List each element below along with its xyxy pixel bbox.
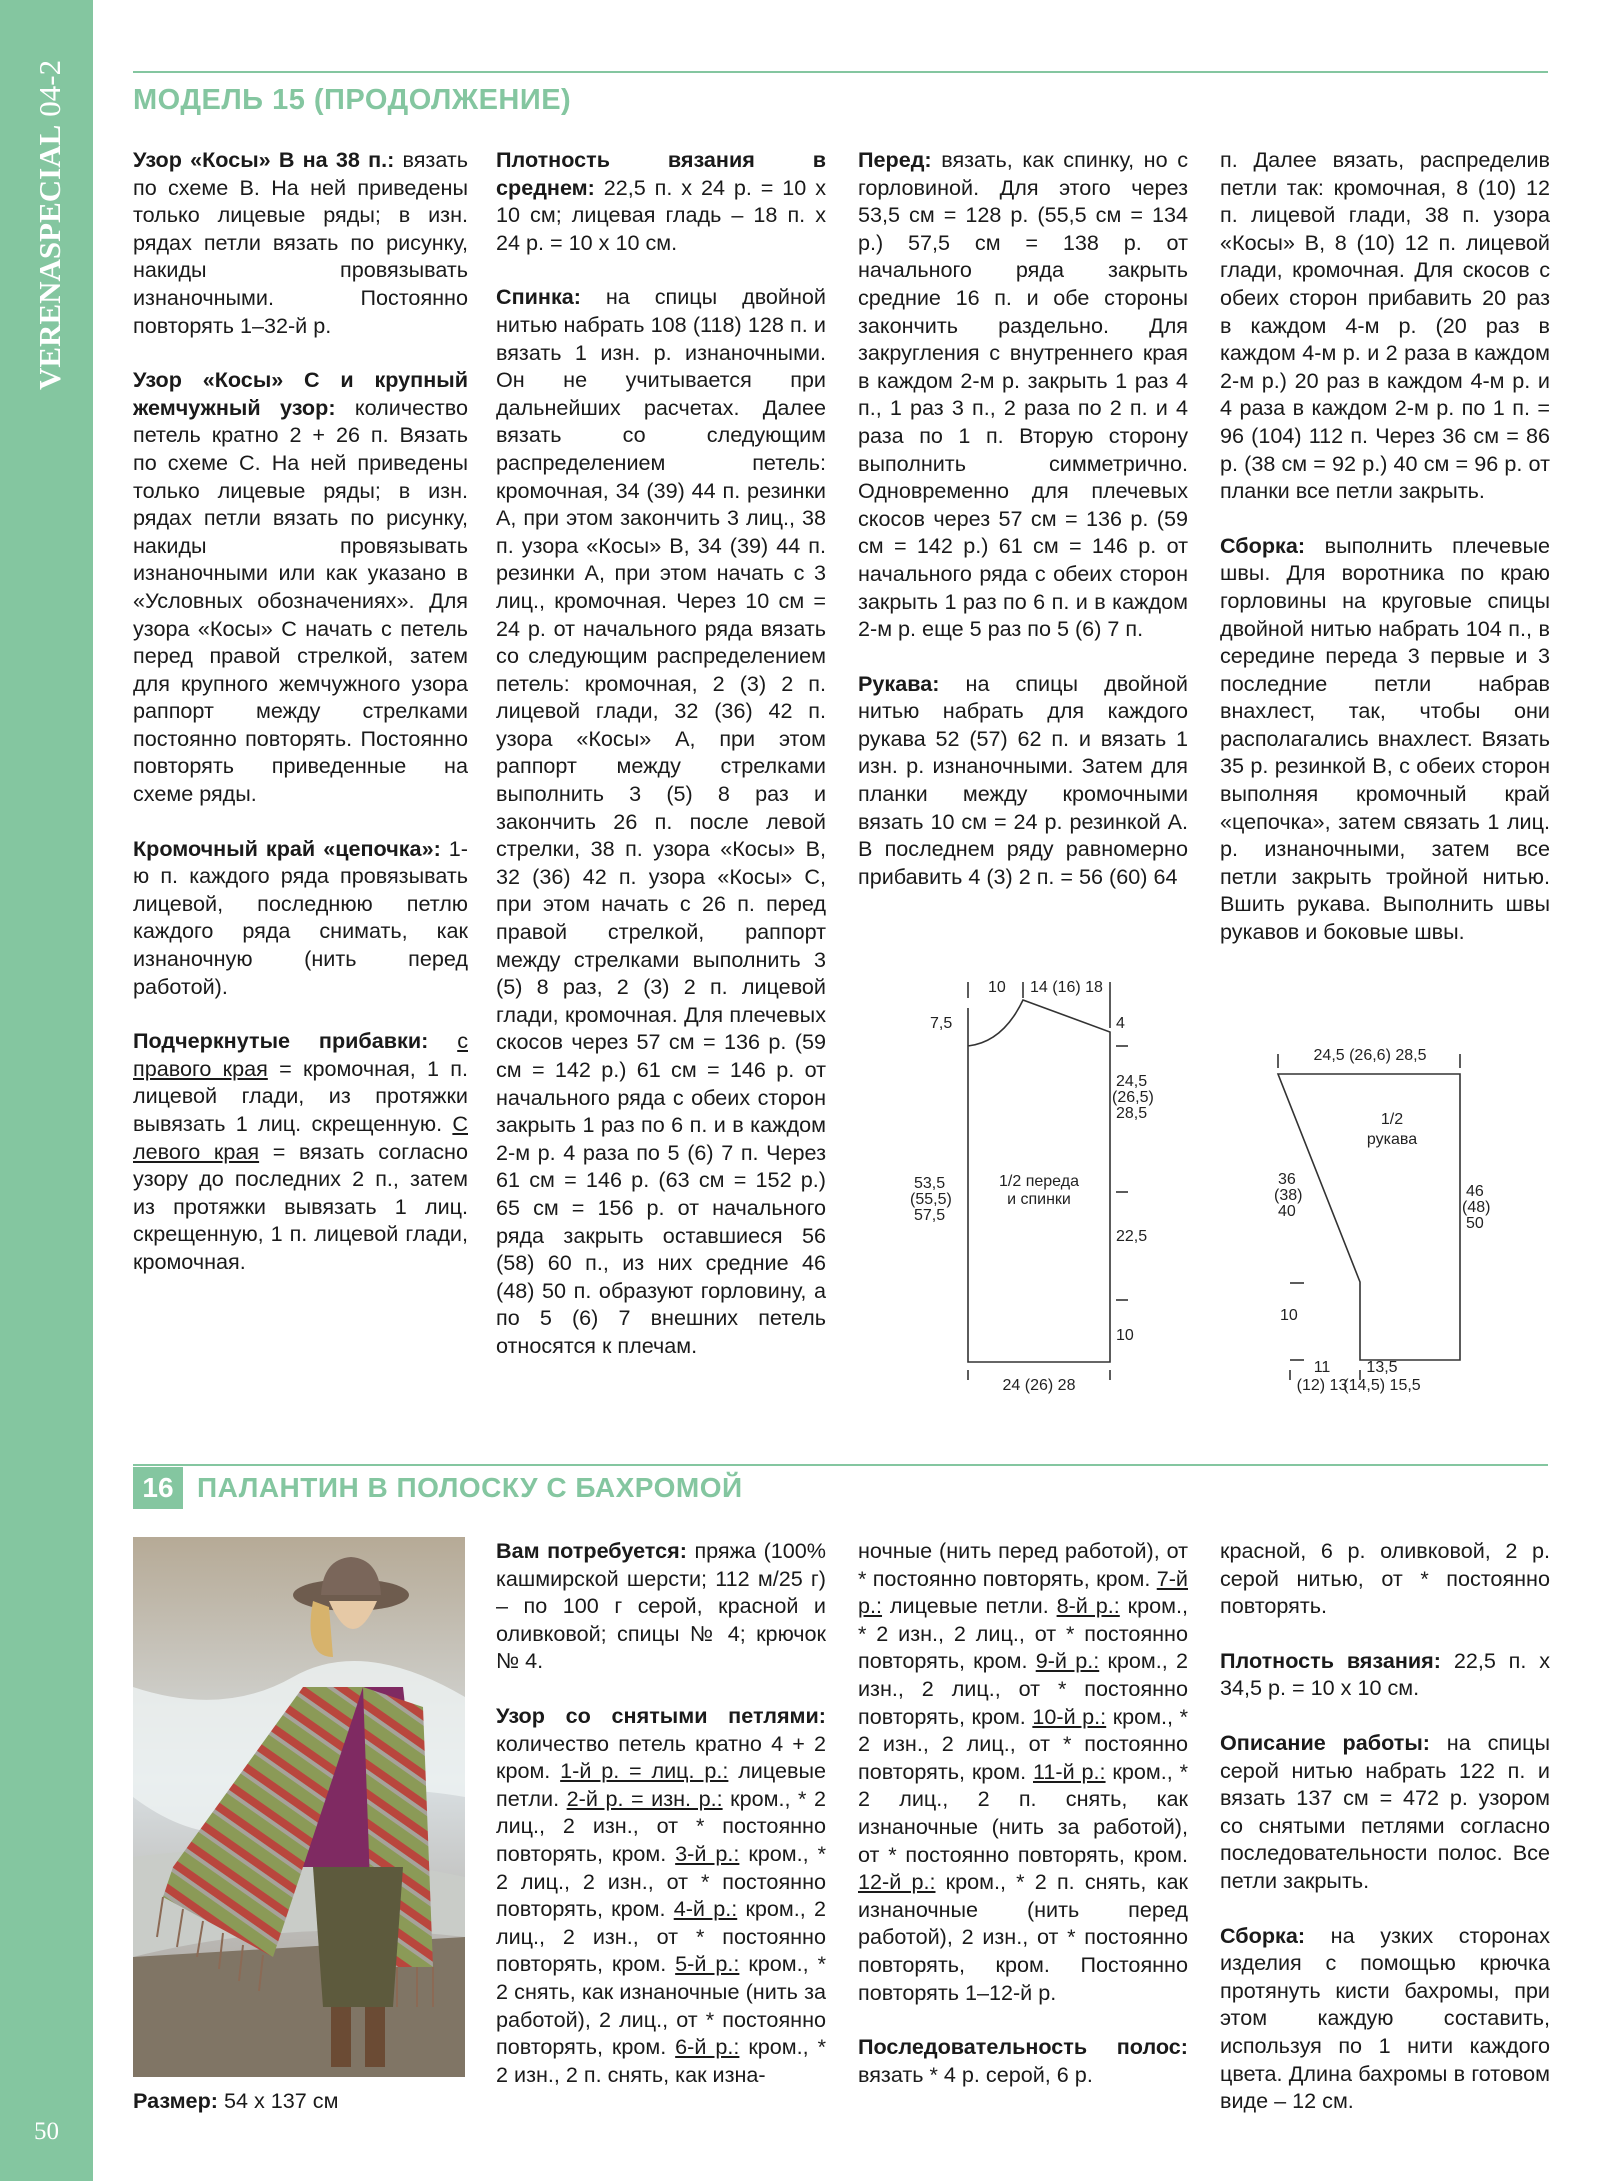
run-heading: Спинка:	[496, 284, 581, 310]
dim-cuff-bottom-1: 11	[1313, 1359, 1331, 1376]
run-heading: Сборка:	[1220, 1922, 1306, 1948]
paragraph	[133, 146, 468, 339]
dim-side-length: 22,5	[1116, 1228, 1148, 1245]
run-underlined: 7-й р.:	[858, 1565, 1188, 1619]
section2-col4	[1220, 1537, 1550, 2142]
section2-header	[133, 1467, 743, 1509]
run-text: вязать, как спинку, но с горловиной. Для этого через 53,5 см = 128 р. (55,5 см = 134 р.) 57,5 см = 138 р. от начального ряда закрыть средние 16 п. и обе стороны закончить раздельно. Для закругления с внутреннего края в каждом 2-м р. закрыть 1 раз 4 п., 1 раз 3 п., 2 раза по 2 п. и 4 раза по 1 п. Вторую сторону выполнить симметрично. Одновременно для плечевых скосов через 57 см = 136 р. (59 см = 142 р.) 61 см = 146 р. от начального ряда с обеих сторон закрыть 1 раз по 6 п. и в каждом 2-м р. еще 5 раз по 5 (6) 7 п.	[858, 147, 1188, 642]
run-heading: Подчеркнутые прибавки:	[133, 1028, 429, 1054]
dim-cuff-bottom-4: (14,5) 15,5	[1343, 1377, 1421, 1394]
run-text: кром., * 2 лиц., 2 изн., от * постоянно повторять, кром.	[496, 1840, 826, 1922]
dim-armhole-3: 28,5	[1116, 1105, 1148, 1122]
run-text: выполнить плечевые швы. Для воротника по краю горловины на круговые спицы двойной нитью набрать 104 п., в середине переда 3 первые и 3 последние петли набрав внахлест, так, чтобы они располагались внахлест. Вязать 35 р. резинкой В, с обеих сторон выполняя кромочный край «цепочка», затем связать 1 лиц. р. изнаночными, затем все петли закрыть тройной нитью. Вшить рукава. Выполнить швы рукавов и боковые швы.	[1220, 532, 1550, 945]
dim-neck-half-width: 10	[988, 979, 1006, 996]
run-heading: Перед:	[858, 147, 932, 172]
dim-sleeve-left-3: 40	[1278, 1203, 1296, 1220]
run-text: вязать по схеме В. На ней приведены только лицевые ряды; в изн. рядах петли вязать по рисунку, накиды провязывать изнаночными. Постоянно повторять 1–32-й р.	[133, 147, 468, 338]
dim-sleeve-right-2: (48)	[1462, 1199, 1491, 1216]
run-heading: Сборка:	[1220, 532, 1306, 558]
run-text: кром., * 2 изн., 2 лиц., от * постоянно повторять, кром.	[858, 1593, 1188, 1674]
section2-number: 16	[133, 1467, 183, 1509]
run-underlined: 6-й р.:	[675, 2034, 740, 2060]
magazine-name: VERENA	[32, 259, 67, 390]
run-text: кром., * 2 снять, как изнаночные (нить за работой), 2 лиц., от * постоянно повторять, кром.	[496, 1951, 826, 2060]
sleeve-pattern-diagram	[1250, 1028, 1550, 1398]
paragraph	[133, 835, 468, 1001]
run-text: на спицы двойной нитью набрать для каждого рукава 52 (57) 62 п. и вязать 1 изн. р. изнаночными. Затем для планки между кромочными вязать 10 см = 24 р. резинкой А. В последнем ряду равномерно прибавить 4 (3) 2 п. = 56 (60) 64	[858, 670, 1188, 889]
run-underlined: 12-й р.:	[858, 1869, 936, 1895]
dim-bottom-width: 24 (26) 28	[1002, 1377, 1076, 1394]
paragraph	[858, 146, 1188, 643]
dim-armhole-2: (26,5)	[1112, 1089, 1154, 1106]
section1-col2	[496, 146, 826, 1387]
paragraph	[1220, 1729, 1550, 1895]
run-text: = кромочная, 1 п. лицевой глади, из протяжки вывязать 1 лиц. скрещенную.	[133, 1055, 468, 1136]
run-underlined: 8-й р.:	[1056, 1593, 1120, 1619]
run-underlined: 9-й р.:	[1035, 1648, 1100, 1674]
magazine-issue: 04-2025	[32, 60, 67, 117]
section2-title: ПАЛАНТИН В ПОЛОСКУ С БАХРОМОЙ	[197, 1472, 743, 1503]
run-text: количество петель кратно 4 + 2 кром.	[496, 1730, 826, 1784]
run-heading: Описание работы:	[1220, 1729, 1430, 1755]
run-text: количество петель кратно 2 + 26 п. Вязать по схеме С. На ней приведены только лицевые ряды; в изн. рядах петли вязать по рисунку, накиды провязывать изнаночными или как указано в «Условных обозначениях». Для узора «Косы» С начать с петель перед правой стрелкой, затем для крупного жемчужного узора раппорт между стрелками постоянно повторять. Постоянно повторять приведенные на схеме ряды.	[133, 394, 469, 807]
run-underlined: 2-й р. = изн. р.:	[566, 1785, 723, 1811]
run-heading: Узор со снятыми петлями:	[496, 1702, 826, 1728]
dim-band-height: 10	[1116, 1327, 1134, 1344]
run-text: кром., * 2 п. снять, как изнаночные (нить перед работой), 2 изн., от * постоянно повторять, кром. Постоянно повторять 1–12-й р.	[858, 1869, 1188, 2005]
run-text: ночные (нить перед работой), от * постоянно повторять, кром.	[858, 1538, 1188, 1591]
run-text: кром., * 2 лиц., 2 п. снять, как изнаночные (нить за работой), от * постоянно повторять, кром.	[858, 1758, 1188, 1867]
section1-col3	[858, 146, 1188, 917]
run-text: 22,5 п. х 34,5 р. = 10 х 10 см.	[1220, 1647, 1550, 1701]
paragraph	[1220, 1647, 1550, 1702]
dim-cuff-height: 10	[1280, 1307, 1298, 1324]
sleeve-label-1: 1/2	[1380, 1111, 1404, 1128]
body-label-2: и спинки	[1007, 1191, 1071, 1208]
dim-cuff-bottom-3: (12) 13	[1296, 1377, 1348, 1394]
paragraph	[858, 1537, 1188, 2006]
run-underlined: 4-й р.:	[673, 1896, 738, 1922]
run-text: вязать * 4 р. серой, 6 р.	[858, 2061, 1093, 2087]
run-text: кром., 2 изн., 2 лиц., от * постоянно повторять, кром.	[858, 1648, 1188, 1729]
run-heading: Последовательность полос:	[858, 2034, 1188, 2060]
run-text: пряжа (100% кашмирской шерсти; 112 м/25 г) – по 100 г серой, красной и оливковой; спицы № 4; крючок № 4.	[496, 1538, 827, 1674]
run-heading: Узор «Косы» С и крупный жемчужный узор:	[133, 367, 468, 420]
run-underlined: 10-й р.:	[1032, 1703, 1107, 1729]
dim-total-2: (55,5)	[910, 1191, 952, 1208]
svg-text:VERENASPECIAL04-2025	[32, 60, 67, 390]
section1-col4	[1220, 146, 1550, 973]
run-underlined: 11-й р.:	[1033, 1758, 1106, 1784]
run-text: 1-ю п. каждого ряда провязывать лицевой, последнюю петлю каждого ряда снимать, как изнаночную (нить перед работой).	[133, 835, 468, 999]
page-number: 50	[34, 2118, 59, 2145]
dim-cuff-bottom-2: 13,5	[1366, 1359, 1398, 1376]
sleeve-label-2: рукава	[1366, 1131, 1418, 1148]
run-heading: Рукава:	[858, 670, 940, 696]
run-text: на спицы двойной нитью набрать 108 (118) 128 п. и вязать 1 изн. р. изнаночными. Он не учитывается при дальнейших расчетах. Далее вязать со следующим распределением петель: кромочная, 34 (39) 44 п. резинки А, при этом закончить 3 лиц., 38 п. узора «Косы» В, 34 (39) 44 п. резинки А, при этом начать с 3 лиц., кромочная. Через 10 см = 24 р. от начального ряда вязать со следующим распределением петель: кромочная, 2 (3) 2 п. лицевой глади, 32 (36) 42 п. узора «Косы» А, при этом раппорт между стрелками выполнить 3 (5) 8 раз и закончить 26 п. после левой стрелки, 38 п. узора «Косы» В, 32 (36) 42 п. узора «Косы» С, при этом начать с 26 п. перед правой стрелкой, раппорт между стрелками выполнить 3 (5) 8 раз, 2 (3) 2 п. лицевой глади, кромочная. Для плечевых скосов через 57 см = 136 р. (59 см = 142 р.) 61 см = 146 р. от начального ряда с обеих сторон закрыть 1 раз по 6 п. и в каждом 2-м р. 4 раза по 5 (6) 7 п. Через 61 см = 146 р. (63 см = 152 р.) 65 см = 156 р. от начального ряда закрыть оставшиеся 56 (58) 60 п., из них средние 46 (48) 50 п. образуют горловину, а по 5 (6) 7 внешних петель относятся к плечам.	[496, 284, 826, 1358]
size-value: 54 х 137 см	[217, 2088, 339, 2113]
dim-total-3: 57,5	[914, 1207, 946, 1224]
sleeve-pattern-svg	[1250, 1028, 1550, 1398]
paragraph	[1220, 532, 1550, 946]
sleeve-outline	[1278, 1074, 1460, 1360]
run-underlined: с правого края	[133, 1028, 468, 1081]
size-label: Размер:	[133, 2088, 218, 2113]
section2-col3	[858, 1537, 1188, 2115]
model-photo-illustration	[133, 1537, 465, 2077]
run-underlined: 5-й р.:	[675, 1951, 740, 1977]
run-text: лицевые петли.	[496, 1758, 826, 1811]
paragraph	[496, 1702, 826, 2088]
dim-armhole-1: 24,5	[1116, 1073, 1148, 1090]
paragraph	[133, 1027, 468, 1275]
run-heading: Плотность вязания:	[1220, 1647, 1441, 1673]
paragraph	[496, 283, 826, 1359]
run-heading: Кромочный край «цепочка»:	[133, 835, 441, 861]
product-size	[133, 2088, 338, 2114]
run-text: п. Далее вязать, распределив петли так: кромочная, 8 (10) 12 п. лицевой глади, 38 п. узора «Косы» В, 8 (10) 12 п. лицевой глади, кромочная. Для скосов с обеих сторон прибавить 20 раз в каждом 4-м р. (20 раз в каждом 4-м р. и 2 раза в каждом 2-м р.) 20 раз в каждом 4-м р. и 4 раза в каждом 2-м р. по 1 п. = 96 (104) 112 п. Через 36 см = 86 р. (38 см = 92 р.) 40 см = 96 р. от планки все петли закрыть.	[1220, 147, 1550, 504]
magazine-special: SPECIAL	[32, 124, 67, 260]
run-text: кром., * 2 изн., 2 п. снять, как изна-	[496, 2034, 826, 2087]
dim-neck-depth: 7,5	[930, 1015, 953, 1032]
paragraph	[858, 670, 1188, 891]
run-underlined: 3-й р.:	[675, 1840, 740, 1866]
run-text: лицевые петли.	[882, 1593, 1057, 1619]
run-underlined: 1-й р. = лиц. р.:	[560, 1758, 729, 1784]
run-text: кром., * 2 лиц., 2 изн., от * постоянно повторять, кром.	[496, 1785, 827, 1866]
model-photo	[133, 1537, 465, 2077]
dim-shoulder-drop: 4	[1116, 1015, 1125, 1032]
section2-col2	[496, 1537, 826, 2115]
section1-col1	[133, 146, 468, 1303]
paragraph	[858, 2033, 1188, 2088]
dim-sleeve-left-2: (38)	[1274, 1187, 1303, 1204]
dim-shoulder-width: 14 (16) 18	[1030, 979, 1103, 996]
body-label-1: 1/2 переда	[999, 1173, 1079, 1190]
dim-sleeve-left-1: 36	[1278, 1171, 1296, 1188]
paragraph	[1220, 146, 1550, 505]
run-heading: Плотность вязания в среднем:	[496, 147, 826, 200]
body-pattern-diagram	[898, 962, 1178, 1402]
magazine-title-graphic	[8, 60, 84, 400]
run-text: на спицы серой нитью набрать 122 п. и вязать 137 см = 472 р. узором со снятыми петлями согласно последовательности полос. Все петли закрыть.	[1220, 1729, 1551, 1893]
run-text: на узких сторонах изделия с помощью крючка протянуть кисти бахромы, при этом каждую составить, используя по 1 нити каждого цвета. Длина бахромы в готовом виде – 12 см.	[1220, 1922, 1550, 2114]
sidebar	[0, 0, 93, 2181]
run-heading: Узор «Косы» В на 38 п.:	[133, 147, 395, 172]
section1-top-rule	[133, 71, 1548, 73]
magazine-title	[8, 60, 84, 400]
dim-sleeve-right-1: 46	[1466, 1183, 1484, 1200]
run-text: кром., * 2 изн., 2 лиц., от * постоянно повторять, кром.	[858, 1703, 1188, 1784]
paragraph	[496, 146, 826, 256]
body-pattern-svg	[898, 962, 1178, 1402]
dim-sleeve-right-3: 50	[1466, 1215, 1484, 1232]
run-underlined: С левого края	[133, 1111, 468, 1164]
section1-title: МОДЕЛЬ 15 (ПРОДОЛЖЕНИЕ)	[133, 84, 572, 116]
run-text: 22,5 п. х 24 р. = 10 х 10 см; лицевая гладь – 18 п. х 24 р. = 10 х 10 см.	[496, 174, 826, 255]
paragraph	[496, 1537, 826, 1675]
run-text	[428, 1028, 457, 1053]
dim-total-1: 53,5	[914, 1175, 946, 1192]
run-text: красной, 6 р. оливковой, 2 р. серой нитью, от * постоянно повторять.	[1220, 1538, 1550, 1619]
paragraph	[1220, 1922, 1550, 2115]
run-heading: Вам потребуется:	[496, 1538, 687, 1563]
run-text: кром., 2 лиц., 2 изн., от * постоянно повторять, кром.	[496, 1896, 826, 1977]
paragraph	[133, 366, 468, 808]
run-text: = вязать согласно узору до последних 2 п., затем из протяжки вывязать 1 лиц. скрещенную, 1 п. лицевой глади, кромочная.	[133, 1138, 468, 1274]
section2-top-rule	[133, 1464, 1548, 1466]
paragraph	[1220, 1537, 1550, 1620]
dim-sleeve-top: 24,5 (26,6) 28,5	[1313, 1047, 1427, 1064]
